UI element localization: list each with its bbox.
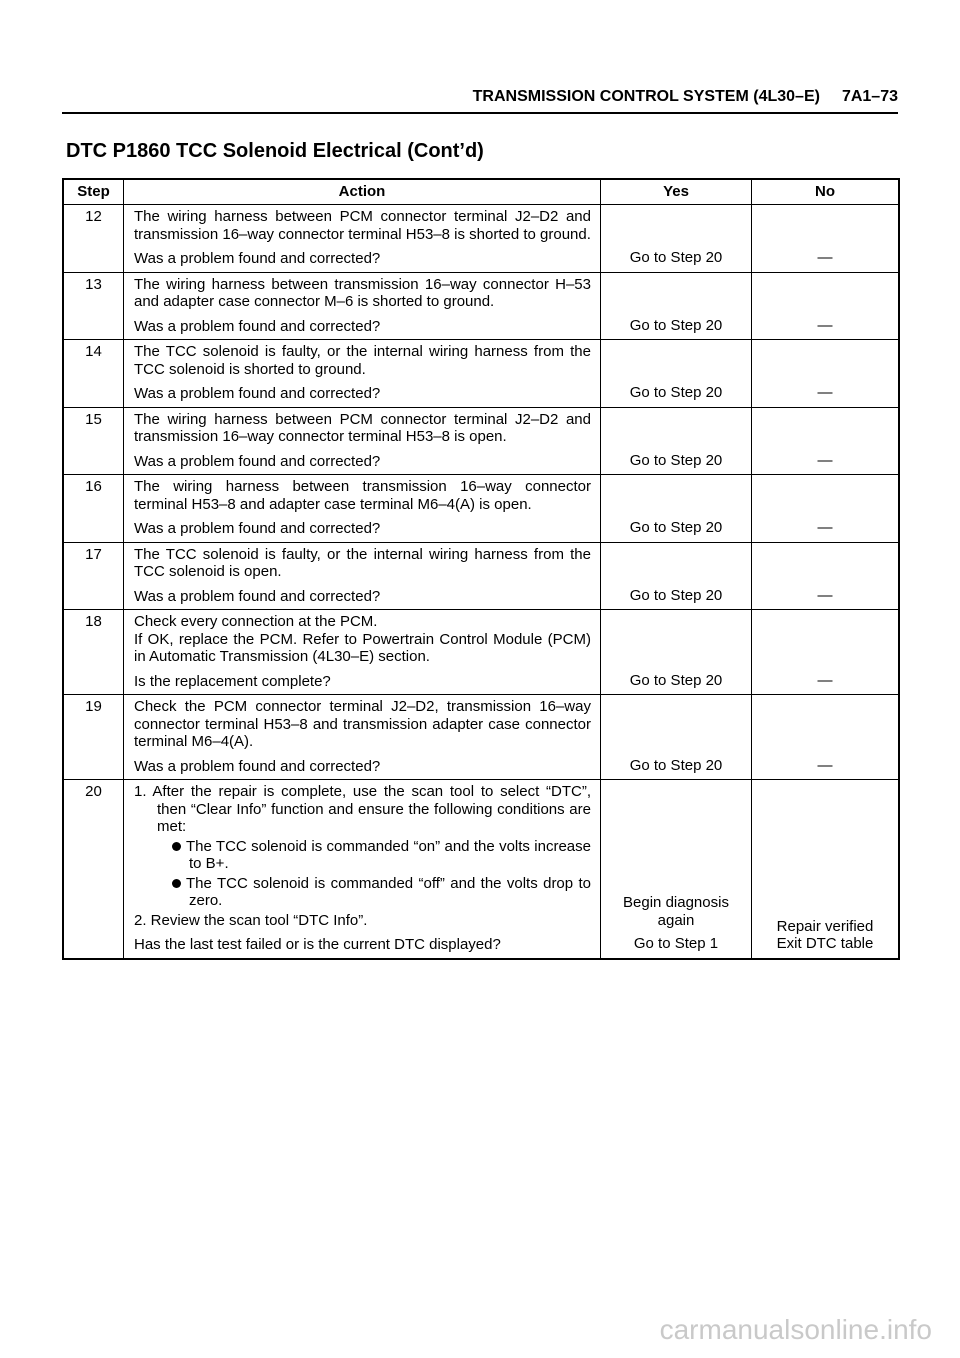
- yes-cell: Go to Step 20: [601, 475, 752, 543]
- table-row: [63, 205, 899, 273]
- watermark: carmanualsonline.info: [659, 1314, 932, 1345]
- step-number: 20: [63, 780, 124, 959]
- yes-cell: Go to Step 20: [601, 272, 752, 340]
- table-row: [63, 475, 899, 543]
- action-cell: [124, 542, 601, 610]
- action-cell: [124, 407, 601, 475]
- no-cell: —: [752, 695, 900, 780]
- diagnostic-table: [62, 178, 900, 960]
- table-row: [63, 610, 899, 695]
- table-row: [63, 542, 899, 610]
- table-row: [63, 407, 899, 475]
- no-line: Exit DTC table: [776, 935, 874, 952]
- bullet-icon: [172, 842, 181, 851]
- action-question: Was a problem found and corrected?: [134, 317, 381, 335]
- action-cell: [124, 475, 601, 543]
- no-cell: —: [752, 475, 900, 543]
- header-step: Step: [63, 179, 124, 205]
- action-text: The TCC solenoid is faulty, or the internal wiring harness from the TCC solenoid is open.: [134, 545, 591, 580]
- action-text: The TCC solenoid is faulty, or the internal wiring harness from the TCC solenoid is shorted to ground.: [134, 343, 591, 378]
- action-text-continued: If OK, replace the PCM. Refer to Powertrain Control Module (PCM) in Automatic Transmission (4L30–E) section.: [134, 630, 591, 665]
- action-question: Has the last test failed or is the current DTC displayed?: [134, 936, 501, 953]
- page-header: [62, 88, 898, 114]
- no-cell: —: [752, 272, 900, 340]
- step-number: 13: [63, 272, 124, 340]
- no-line: Repair verified: [776, 917, 874, 935]
- action-text: The wiring harness between transmission 16–way connector terminal H53–8 and adapter case terminal M6–4(A) is open.: [134, 478, 591, 513]
- step-number: 15: [63, 407, 124, 475]
- action-cell: [124, 695, 601, 780]
- yes-cell: Go to Step 20: [601, 542, 752, 610]
- step-number: 19: [63, 695, 124, 780]
- section-title: TRANSMISSION CONTROL SYSTEM (4L30–E): [472, 88, 820, 105]
- action-text: The wiring harness between transmission 16–way connector H–53 and adapter case connector M–6 is shorted to ground.: [134, 275, 591, 310]
- action-text: The wiring harness between PCM connector terminal J2–D2 and transmission 16–way connector terminal H53–8 is shorted to ground.: [134, 208, 591, 243]
- table-row: [63, 272, 899, 340]
- action-text: Check the PCM connector terminal J2–D2, transmission 16–way connector terminal H53–8 and transmission adapter case connector terminal M6–4(A).: [134, 698, 591, 750]
- yes-cell: Go to Step 20: [601, 340, 752, 408]
- action-cell: [124, 780, 601, 959]
- step-number: 14: [63, 340, 124, 408]
- bullet-text: The TCC solenoid is commanded “on” and the volts increase to B+.: [186, 837, 591, 872]
- action-question: Was a problem found and corrected?: [134, 452, 381, 470]
- table-header-row: [63, 179, 899, 205]
- action-cell: [124, 272, 601, 340]
- bullet-icon: [172, 879, 181, 888]
- no-cell: —: [752, 407, 900, 475]
- bullet-text: The TCC solenoid is commanded “off” and the volts drop to zero.: [186, 874, 591, 909]
- no-cell: —: [752, 542, 900, 610]
- bullet-item: [134, 875, 591, 910]
- header-action: Action: [124, 179, 601, 205]
- step-number: 18: [63, 610, 124, 695]
- action-cell: [124, 610, 601, 695]
- header-yes: Yes: [601, 179, 752, 205]
- yes-line: Begin diagnosis: [623, 894, 729, 911]
- action-question: Was a problem found and corrected?: [134, 250, 381, 267]
- yes-cell: Go to Step 20: [601, 205, 752, 273]
- numbered-item-2: 2. Review the scan tool “DTC Info”.: [134, 911, 368, 929]
- action-question: Was a problem found and corrected?: [134, 385, 381, 402]
- step-number: 16: [63, 475, 124, 543]
- action-text: The wiring harness between PCM connector terminal J2–D2 and transmission 16–way connector terminal H53–8 is open.: [134, 410, 591, 445]
- yes-cell: Go to Step 20: [601, 695, 752, 780]
- step-number: 17: [63, 542, 124, 610]
- action-question: Is the replacement complete?: [134, 672, 331, 690]
- bullet-item: [134, 838, 591, 873]
- no-cell: —: [752, 340, 900, 408]
- numbered-item-1: 1. After the repair is complete, use the scan tool to select “DTC”, then “Clear Info” function and ensure the following conditions are met:: [134, 783, 591, 835]
- action-question: Was a problem found and corrected?: [134, 757, 381, 775]
- page-number: 7A1–73: [841, 88, 898, 105]
- yes-line: Go to Step 1: [633, 935, 719, 952]
- page-title: DTC P1860 TCC Solenoid Electrical (Cont’d): [66, 140, 484, 162]
- table-row: [63, 780, 899, 959]
- table-row: [63, 340, 899, 408]
- yes-cell: [601, 780, 752, 959]
- action-text: Check every connection at the PCM.: [134, 613, 378, 630]
- action-question: Was a problem found and corrected?: [134, 587, 381, 605]
- table-row: [63, 695, 899, 780]
- no-cell: [752, 780, 900, 959]
- action-cell: [124, 205, 601, 273]
- action-question: Was a problem found and corrected?: [134, 520, 381, 537]
- header-no: No: [752, 179, 900, 205]
- no-cell: —: [752, 205, 900, 273]
- yes-cell: Go to Step 20: [601, 610, 752, 695]
- action-cell: [124, 340, 601, 408]
- step-number: 12: [63, 205, 124, 273]
- yes-line: again: [657, 911, 695, 929]
- yes-cell: Go to Step 20: [601, 407, 752, 475]
- no-cell: —: [752, 610, 900, 695]
